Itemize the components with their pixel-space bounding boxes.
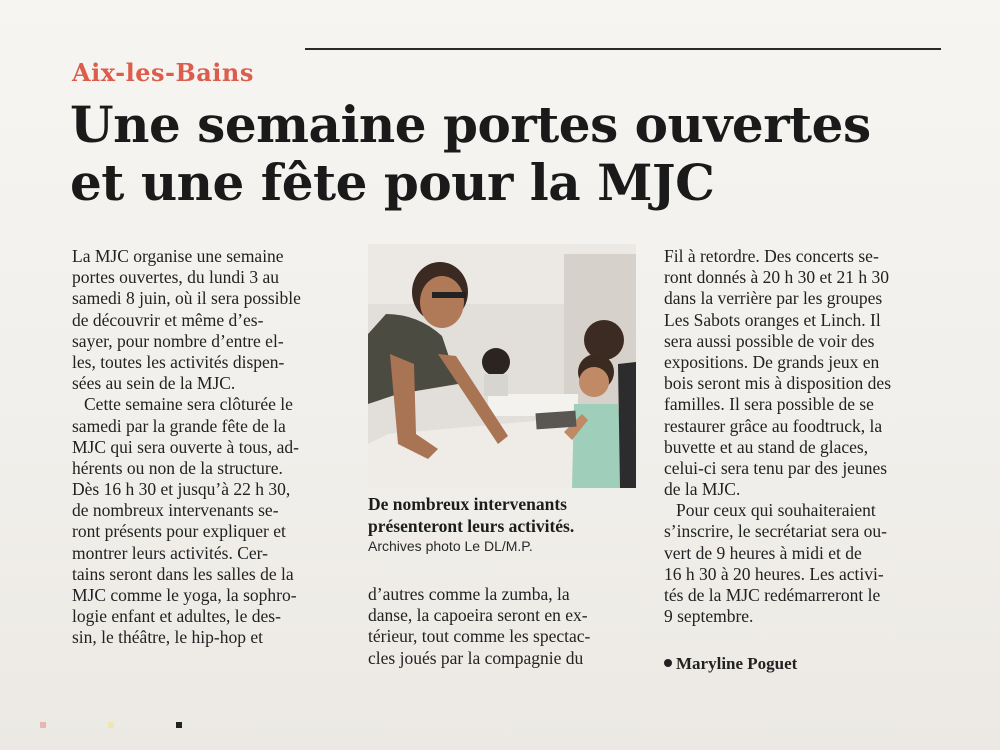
body-line: de nombreux intervenants se- — [72, 500, 279, 521]
caption-line: présenteront leurs activités. — [368, 515, 575, 536]
article-column-3 — [664, 246, 946, 627]
author-name: Maryline Poguet — [676, 654, 798, 673]
body-line: ront présents pour expliquer et — [72, 521, 286, 542]
print-mark — [176, 722, 182, 728]
body-line: tains seront dans les salles de la — [72, 563, 294, 584]
body-line: samedi par la grande fête de la — [72, 415, 286, 436]
body-line: logie enfant et adultes, le des- — [72, 606, 281, 627]
print-mark — [40, 722, 46, 728]
headline — [70, 96, 950, 212]
headline-line: Une semaine portes ouvertes — [70, 95, 871, 154]
body-line: ront donnés à 20 h 30 et 21 h 30 — [664, 267, 890, 288]
body-line: cles joués par la compagnie du — [368, 647, 584, 668]
bullet-icon — [664, 659, 672, 667]
body-line: Fil à retordre. Des concerts se- — [664, 246, 879, 266]
body-line: dans la verrière par les groupes — [664, 288, 883, 309]
body-line: Pour ceux qui souhaiteraient — [676, 500, 876, 521]
body-line: tés de la MJC redémarreront le — [664, 585, 881, 605]
body-line: de la MJC. — [664, 479, 741, 500]
body-line: les, toutes les activités dispen- — [72, 351, 285, 372]
body-line: Cette semaine sera clôturée le — [84, 394, 293, 415]
body-line: 9 septembre. — [664, 606, 754, 627]
body-line: sera aussi possible de voir des — [664, 330, 875, 351]
body-line: hérents ou non de la structure. — [72, 457, 283, 478]
body-line: 16 h 30 à 20 heures. Les activi- — [664, 563, 884, 584]
body-line: térieur, tout comme les spectac- — [368, 626, 591, 647]
body-line: s’inscrire, le secrétariat sera ou- — [664, 521, 888, 542]
body-line: bois seront mis à disposition des — [664, 373, 892, 394]
body-line: MJC comme le yoga, la sophro- — [72, 585, 297, 605]
body-line: La MJC organise une semaine — [72, 246, 284, 266]
photo-credit: Archives photo Le DL/M.P. — [368, 538, 533, 554]
body-line: expositions. De grands jeux en — [664, 351, 880, 372]
article-column-2 — [368, 584, 640, 669]
kicker-location: Aix-les-Bains — [72, 58, 254, 87]
body-line: vert de 9 heures à midi et de — [664, 542, 862, 563]
body-line: Les Sabots oranges et Linch. Il — [664, 309, 881, 330]
article-photo — [368, 244, 636, 488]
body-line: portes ouvertes, du lundi 3 au — [72, 267, 280, 288]
byline — [664, 654, 797, 674]
caption-line: De nombreux intervenants — [368, 494, 567, 514]
body-line: MJC qui sera ouverte à tous, ad- — [72, 436, 299, 457]
body-line: familles. Il sera possible de se — [664, 394, 874, 415]
body-line: sayer, pour nombre d’entre el- — [72, 330, 284, 351]
body-line: sin, le théâtre, le hip-hop et — [72, 627, 263, 648]
body-line: de découvrir et même d’es- — [72, 309, 264, 330]
body-line: sées au sein de la MJC. — [72, 373, 236, 394]
photo-illustration — [368, 244, 636, 488]
body-line: d’autres comme la zumba, la — [368, 584, 570, 604]
print-mark — [108, 722, 114, 728]
top-rule — [305, 48, 941, 50]
body-line: samedi 8 juin, où il sera possible — [72, 288, 301, 309]
body-line: buvette et au stand de glaces, — [664, 436, 869, 457]
body-line: danse, la capoeira seront en ex- — [368, 605, 588, 626]
body-line: montrer leurs activités. Cer- — [72, 542, 268, 563]
article-column-1 — [72, 246, 352, 649]
body-line: Dès 16 h 30 et jusqu’à 22 h 30, — [72, 479, 291, 500]
photo-caption — [368, 494, 640, 537]
body-line: restaurer grâce au foodtruck, la — [664, 415, 883, 436]
body-line: celui-ci sera tenu par des jeunes — [664, 457, 888, 478]
headline-line: et une fête pour la MJC — [70, 153, 715, 212]
